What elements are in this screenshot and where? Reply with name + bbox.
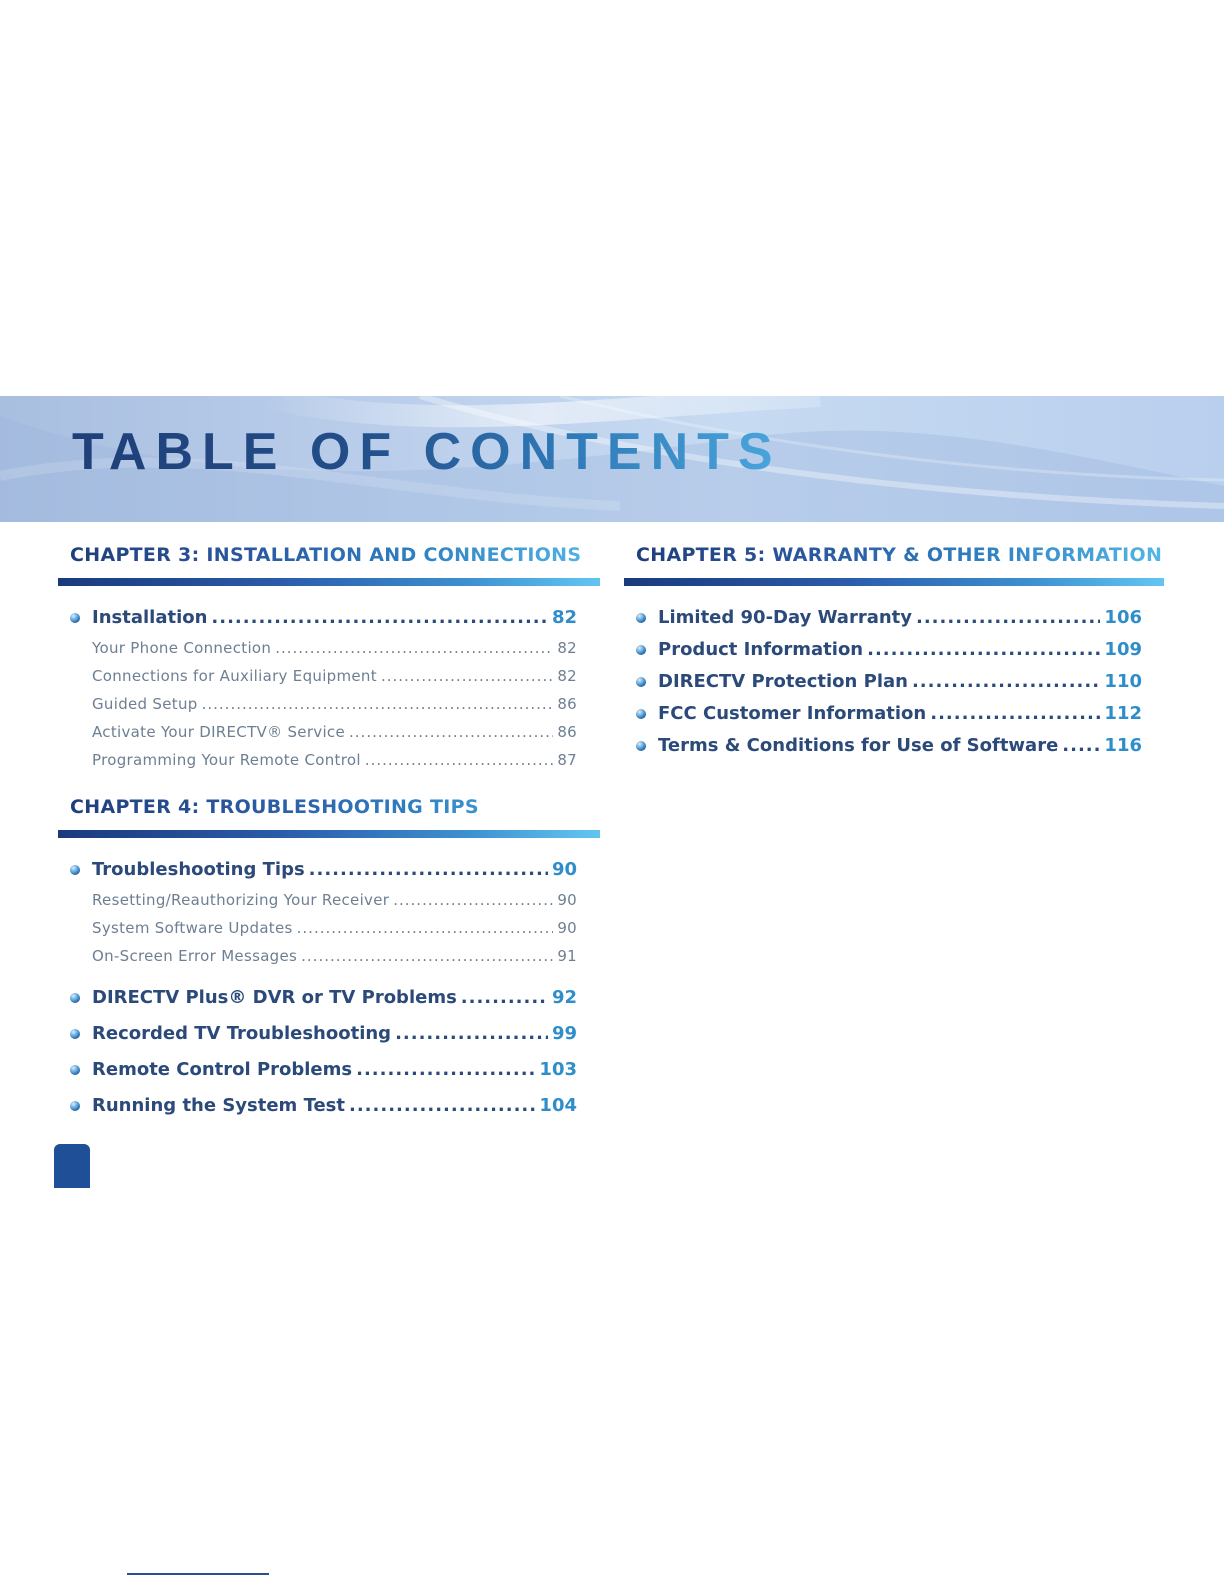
toc-subentry[interactable]	[70, 634, 577, 662]
dot-leader	[301, 942, 553, 970]
dot-leader	[309, 854, 548, 886]
dot-leader	[912, 666, 1100, 698]
toc-entry[interactable]	[70, 602, 577, 634]
chapter-heading: CHAPTER 4: TROUBLESHOOTING TIPS	[58, 790, 600, 830]
toc-subentry[interactable]	[70, 662, 577, 690]
entry-label: FCC Customer Information	[658, 703, 927, 724]
entry-label: Your Phone Connection	[92, 639, 272, 657]
dot-leader	[365, 746, 553, 774]
page-number: 86	[557, 695, 577, 713]
entry-label: Terms & Conditions for Use of Software	[658, 735, 1059, 756]
chapter-heading: CHAPTER 3: INSTALLATION AND CONNECTIONS	[58, 538, 600, 578]
page-number: 104	[539, 1095, 577, 1116]
entry-label: DIRECTV Plus® DVR or TV Problems	[92, 987, 457, 1008]
entry-label: Guided Setup	[92, 695, 198, 713]
toc-list	[58, 602, 577, 774]
toc-list	[58, 854, 577, 1124]
chapter-5-section	[624, 538, 1164, 762]
title-banner	[0, 396, 1224, 522]
chapter-divider	[58, 578, 600, 586]
entry-label: Installation	[92, 607, 208, 628]
chapter-3-section	[58, 538, 600, 774]
toc-subentry[interactable]	[70, 942, 577, 970]
toc-entry[interactable]	[636, 634, 1142, 666]
dot-leader	[393, 886, 553, 914]
footer-rule	[127, 1573, 269, 1575]
toc-entry[interactable]	[70, 1052, 577, 1088]
dot-leader	[461, 980, 548, 1016]
toc-entry[interactable]	[636, 602, 1142, 634]
toc-entry[interactable]	[70, 980, 577, 1016]
toc-entry[interactable]	[636, 666, 1142, 698]
bullet-icon	[636, 677, 646, 687]
entry-label: System Software Updates	[92, 919, 293, 937]
page-number: 87	[557, 751, 577, 769]
page-number: 106	[1104, 607, 1142, 628]
entry-label: Connections for Auxiliary Equipment	[92, 667, 377, 685]
page-number: 86	[557, 723, 577, 741]
bullet-icon	[70, 1101, 80, 1111]
dot-leader	[381, 662, 553, 690]
entry-label: Running the System Test	[92, 1095, 345, 1116]
dot-leader	[916, 602, 1100, 634]
page-number: 112	[1104, 703, 1142, 724]
page-number: 103	[539, 1059, 577, 1080]
bullet-icon	[70, 993, 80, 1003]
entry-label: Resetting/Reauthorizing Your Receiver	[92, 891, 390, 909]
toc-entry[interactable]	[70, 1016, 577, 1052]
dot-leader	[930, 698, 1100, 730]
spacer	[70, 970, 577, 980]
chapter-divider	[58, 830, 600, 838]
toc-subentry[interactable]	[70, 886, 577, 914]
bullet-icon	[70, 613, 80, 623]
toc-entry[interactable]	[636, 730, 1142, 762]
page-number: 82	[551, 607, 577, 628]
bullet-icon	[70, 865, 80, 875]
page-number: 90	[557, 891, 577, 909]
dot-leader	[202, 690, 554, 718]
page-number: 110	[1104, 671, 1142, 692]
dot-leader	[349, 1088, 535, 1124]
entry-label: Product Information	[658, 639, 864, 660]
page-number: 91	[557, 947, 577, 965]
chapter-4-section	[58, 790, 600, 1124]
toc-subentry[interactable]	[70, 718, 577, 746]
chapter-divider	[624, 578, 1164, 586]
entry-label: Recorded TV Troubleshooting	[92, 1023, 392, 1044]
toc-subentry[interactable]	[70, 690, 577, 718]
page-number: 82	[557, 639, 577, 657]
toc-entry[interactable]	[636, 698, 1142, 730]
page-number: 92	[551, 987, 577, 1008]
bullet-icon	[636, 645, 646, 655]
dot-leader	[395, 1016, 548, 1052]
page-tab-marker	[54, 1144, 90, 1188]
dot-leader	[275, 634, 553, 662]
toc-entry[interactable]	[70, 1088, 577, 1124]
entry-label: On-Screen Error Messages	[92, 947, 298, 965]
dot-leader	[1062, 730, 1100, 762]
bullet-icon	[70, 1065, 80, 1075]
page-number: 109	[1104, 639, 1142, 660]
bullet-icon	[636, 741, 646, 751]
page-number: 116	[1104, 735, 1142, 756]
page-number: 90	[551, 859, 577, 880]
entry-label: Activate Your DIRECTV® Service	[92, 723, 346, 741]
toc-list	[624, 602, 1142, 762]
toc-subentry[interactable]	[70, 746, 577, 774]
page-number: 99	[551, 1023, 577, 1044]
bullet-icon	[70, 1029, 80, 1039]
entry-label: Limited 90-Day Warranty	[658, 607, 912, 628]
dot-leader	[297, 914, 554, 942]
entry-label: Programming Your Remote Control	[92, 751, 361, 769]
dot-leader	[349, 718, 553, 746]
dot-leader	[211, 602, 548, 634]
bullet-icon	[636, 613, 646, 623]
toc-subentry[interactable]	[70, 914, 577, 942]
page-number: 82	[557, 667, 577, 685]
page-number: 90	[557, 919, 577, 937]
bullet-icon	[636, 709, 646, 719]
entry-label: Remote Control Problems	[92, 1059, 353, 1080]
page-title: TABLE OF CONTENTS	[72, 423, 782, 481]
entry-label: Troubleshooting Tips	[92, 859, 305, 880]
entry-label: DIRECTV Protection Plan	[658, 671, 908, 692]
dot-leader	[356, 1052, 535, 1088]
chapter-heading: CHAPTER 5: WARRANTY & OTHER INFORMATION	[624, 538, 1164, 578]
dot-leader	[867, 634, 1100, 666]
toc-entry[interactable]	[70, 854, 577, 886]
